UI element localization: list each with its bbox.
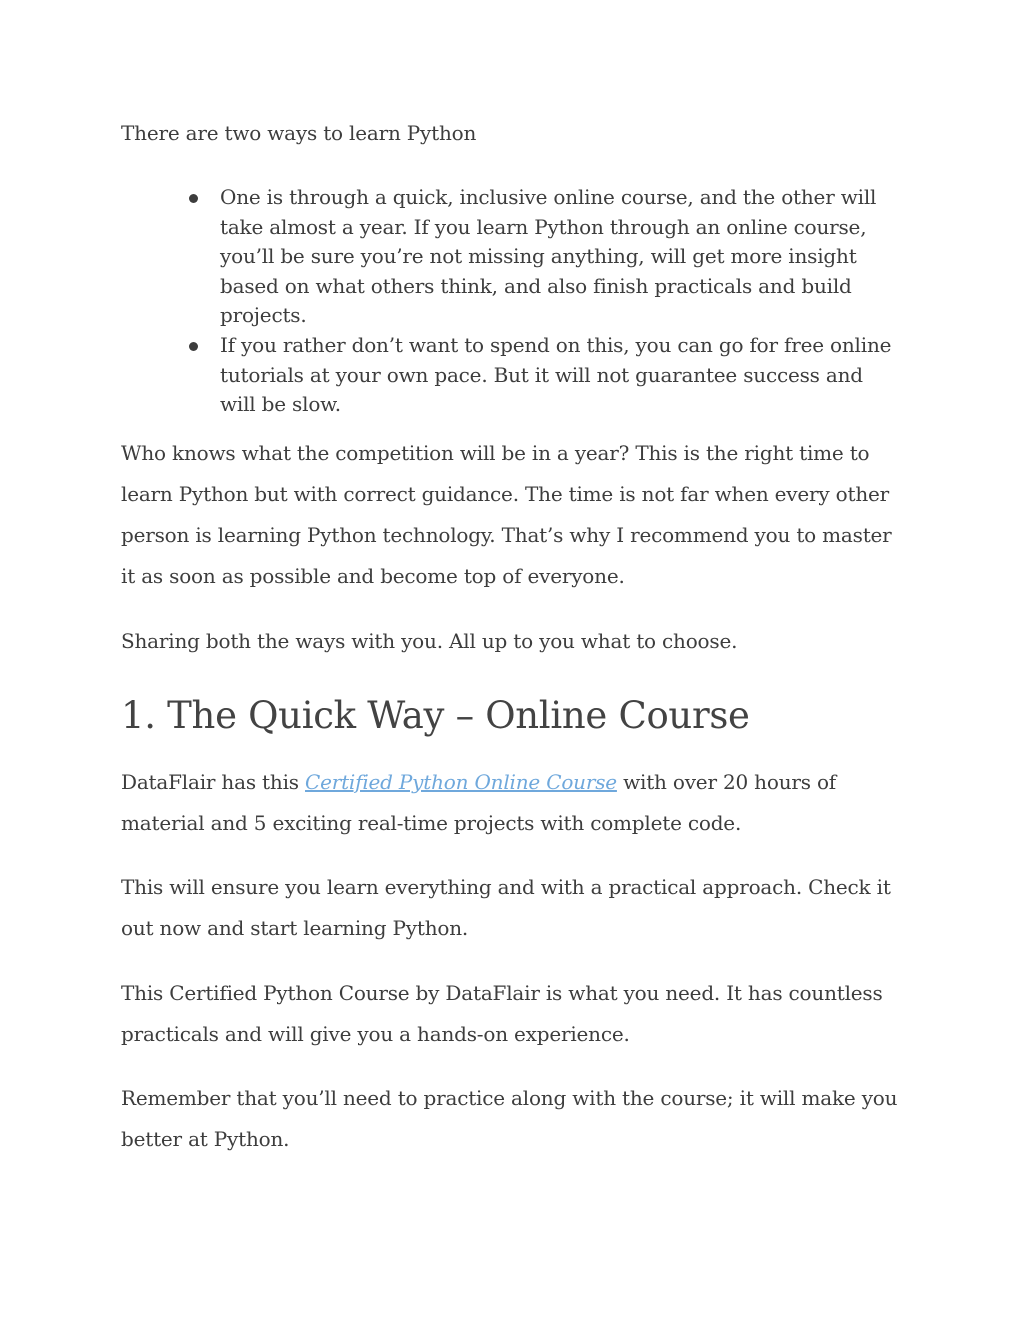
section-heading: 1. The Quick Way – Online Course — [121, 694, 750, 737]
ensure-paragraph: This will ensure you learn everything and with a practical approach. Check it out now and start learning Python. — [121, 875, 891, 940]
dataflair-text-after: with over 20 hours of material and 5 exciting real-time projects with complete code. — [121, 770, 836, 835]
competition-paragraph: Who knows what the competition will be in a year? This is the right time to learn Python but with correct guidance. The time is not far when every other person is learning Python technology. That’s why I recommend you to master it as soon as possible and become top of everyone. — [121, 441, 892, 588]
bullet-dot-icon — [189, 194, 198, 203]
remember-paragraph: Remember that you’ll need to practice along with the course; it will make you better at Python. — [121, 1086, 898, 1151]
bullet-text: If you rather don’t want to spend on this, you can go for free online tutorials at your own pace. But it will not guarantee success and will be slow. — [220, 332, 892, 417]
bullet-dot-icon — [189, 342, 198, 351]
certified-course-link[interactable]: Certified Python Online Course — [305, 770, 617, 794]
certified-paragraph: This Certified Python Course by DataFlair is what you need. It has countless practicals and will give you a hands-on experience. — [121, 981, 883, 1046]
intro-paragraph: There are two ways to learn Python — [121, 121, 477, 145]
list-item — [189, 331, 901, 420]
dataflair-paragraph — [121, 762, 901, 844]
sharing-paragraph: Sharing both the ways with you. All up to you what to choose. — [121, 629, 738, 653]
bullet-text: One is through a quick, inclusive online course, and the other will take almost a year. If you learn Python through an online course, you’ll be sure you’re not missing anything, will get more insight based on what others think, and also finish practicals and build projects. — [220, 185, 877, 328]
ways-bullet-list — [189, 183, 901, 420]
list-item — [189, 183, 901, 331]
dataflair-text-before: DataFlair has this — [121, 770, 305, 794]
